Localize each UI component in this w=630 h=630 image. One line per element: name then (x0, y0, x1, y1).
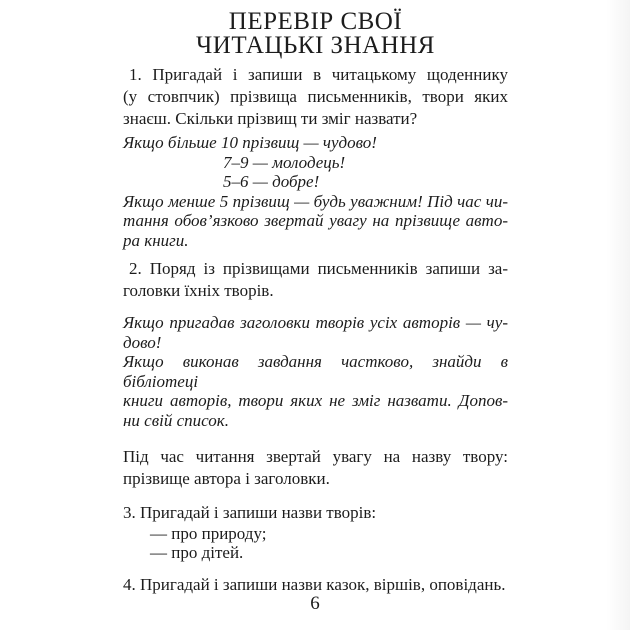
page-title-line-2: ЧИТАЦЬКІ ЗНАННЯ (196, 32, 435, 59)
task-2-line: 2. Поряд із прізвищами письменників запиши за- (129, 259, 508, 278)
task-2-line: головки їхніх творів. (123, 281, 274, 300)
library-note-line: Якщо пригадав заголовки творів усіх авторів — чу- (123, 313, 508, 332)
scale-note-line: Якщо більше 10 прізвищ — чудово! (123, 133, 377, 152)
scale-note-line: ра книги. (123, 230, 189, 250)
library-note-line: дово! (123, 332, 162, 352)
task-3-line: 3. Пригадай і запиши назви творів: (123, 503, 377, 522)
task-3-item: — про природу; (150, 524, 267, 543)
text-column (123, 10, 508, 596)
library-note-line: ни свій список. (123, 410, 229, 430)
scale-note-line: тання обов’язково звертай увагу на прізвище авто- (123, 211, 508, 230)
task-4-line: 4. Пригадай і запиши назви казок, віршів, оповідань. (123, 575, 506, 594)
task-1 (123, 64, 508, 130)
task-3 (123, 502, 508, 562)
reading-tip-line: Під час читання звертай увагу на назву твору: (123, 447, 508, 466)
task-1-line: 1. Пригадай і запиши в читацькому щоденнику (129, 65, 508, 84)
page-title-line-1: ПЕРЕВІР СВОЇ (228, 8, 403, 35)
library-note-line: Якщо виконав завдання частково, знайди в бібліотеці (123, 352, 508, 391)
page-number: 6 (310, 593, 320, 614)
scale-note (123, 133, 508, 250)
reading-tip-line: прізвище автора і заголовки. (123, 469, 330, 488)
task-1-line: знаєш. Скільки прізвищ ти зміг назвати? (123, 109, 418, 128)
scale-note-line: 5–6 — добре! (223, 172, 320, 191)
scale-note-line: Якщо менше 5 прізвищ — будь уважним! Під час чи- (123, 191, 508, 211)
library-note (123, 313, 508, 430)
page-title (123, 10, 508, 58)
task-1-line: (у стовпчик) прізвища письменників, твори яких (123, 87, 508, 106)
scale-note-line: 7–9 — молодець! (223, 152, 346, 172)
library-note-line: книги авторів, твори яких не зміг назвати. Допов- (123, 391, 508, 410)
task-2 (123, 258, 508, 302)
task-3-item: — про дітей. (150, 543, 244, 562)
reading-tip (123, 446, 508, 490)
